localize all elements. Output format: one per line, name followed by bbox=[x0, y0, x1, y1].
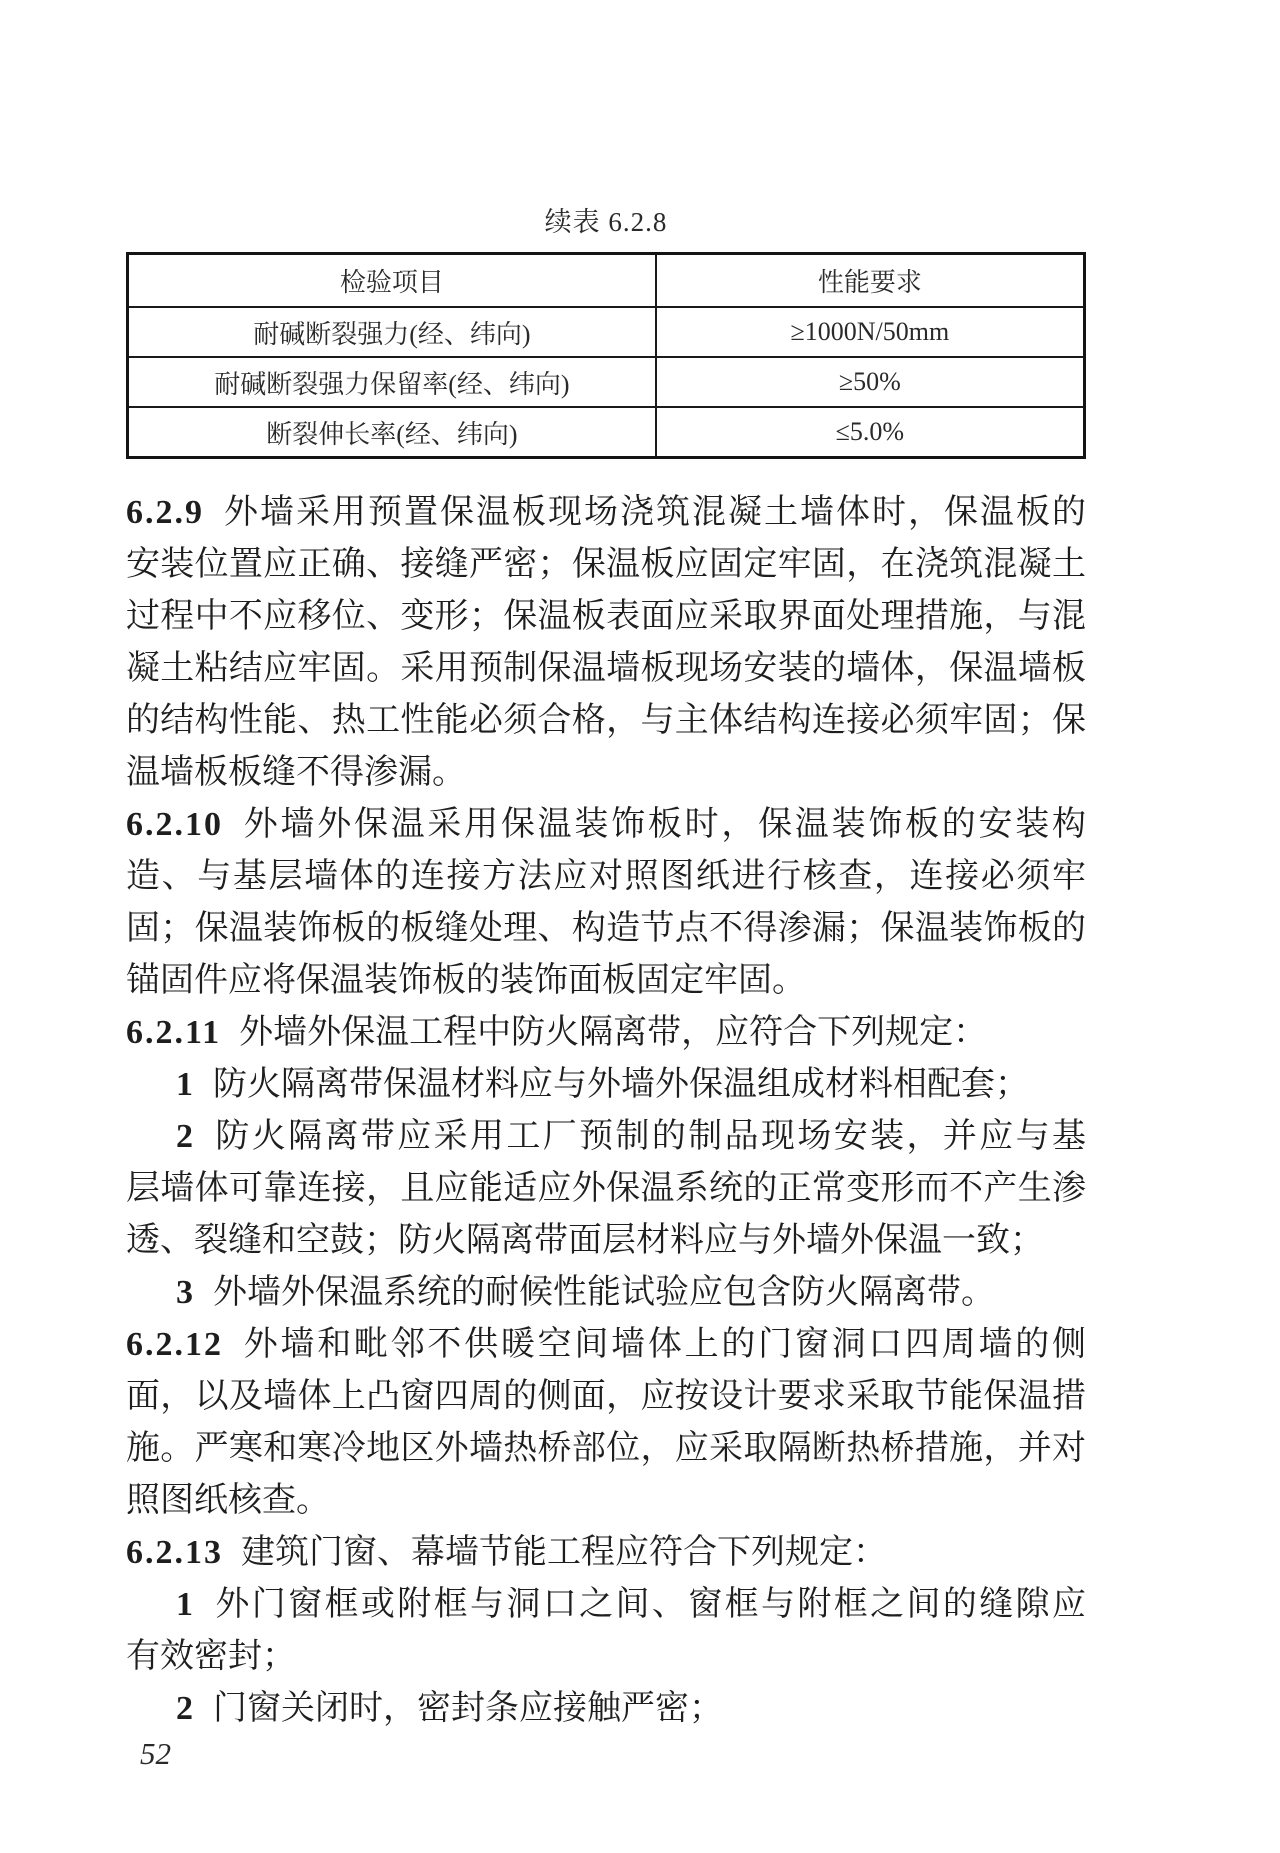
inspection-item-cell: 耐碱断裂强力保留率(经、纬向) bbox=[128, 357, 656, 407]
clause-text: 温墙板板缝不得渗漏。 bbox=[126, 754, 466, 791]
table-row bbox=[128, 307, 1085, 357]
clause-text: 外墙外保温系统的耐候性能试验应包含防火隔离带。 bbox=[213, 1274, 995, 1311]
clause-text: 施。严寒和寒冷地区外墙热桥部位，应采取隔断热桥措施，并对 bbox=[126, 1430, 1086, 1467]
table-header-row bbox=[128, 254, 1085, 308]
clauses-body-text bbox=[126, 487, 1086, 1735]
requirement-cell: ≥1000N/50mm bbox=[656, 307, 1085, 357]
clause-text: 外墙外保温工程中防火隔离带，应符合下列规定： bbox=[239, 1014, 988, 1051]
column-header-performance-requirement: 性能要求 bbox=[656, 254, 1085, 308]
clause-text: 外墙外保温采用保温装饰板时，保温装饰板的安装构 bbox=[241, 806, 1086, 843]
table-row bbox=[128, 407, 1085, 458]
clause-line bbox=[126, 1683, 1086, 1735]
clause-text: 有效密封； bbox=[126, 1638, 296, 1675]
clause-text: 造、与基层墙体的连接方法应对照图纸进行核查，连接必须牢 bbox=[126, 858, 1086, 895]
clause-line bbox=[126, 1319, 1086, 1371]
performance-requirements-table bbox=[126, 252, 1086, 459]
clause-number: 1 bbox=[176, 1066, 195, 1103]
clause-text: 外墙和毗邻不供暖空间墙体上的门窗洞口四周墙的侧 bbox=[241, 1326, 1086, 1363]
text-line bbox=[126, 903, 1086, 955]
text-line bbox=[126, 747, 1086, 799]
text-line bbox=[126, 1215, 1086, 1267]
requirement-cell: ≤5.0% bbox=[656, 407, 1085, 458]
clause-number: 6.2.13 bbox=[126, 1534, 223, 1571]
clause-text: 的结构性能、热工性能必须合格，与主体结构连接必须牢固；保 bbox=[126, 702, 1086, 739]
clause-line bbox=[126, 1007, 1086, 1059]
requirement-cell: ≥50% bbox=[656, 357, 1085, 407]
text-line bbox=[126, 1475, 1086, 1527]
clause-line bbox=[126, 799, 1086, 851]
clause-text: 过程中不应移位、变形；保温板表面应采取界面处理措施，与混 bbox=[126, 598, 1086, 635]
clause-line bbox=[126, 487, 1086, 539]
clause-number: 1 bbox=[176, 1586, 195, 1623]
clause-text: 安装位置应正确、接缝严密；保温板应固定牢固，在浇筑混凝土 bbox=[126, 546, 1086, 583]
text-line bbox=[126, 851, 1086, 903]
clause-text: 外墙采用预置保温板现场浇筑混凝土墙体时，保温板的 bbox=[222, 494, 1086, 531]
clause-number: 2 bbox=[176, 1690, 195, 1727]
clause-text: 建筑门窗、幕墙节能工程应符合下列规定： bbox=[241, 1534, 887, 1571]
clause-text: 固；保温装饰板的板缝处理、构造节点不得渗漏；保温装饰板的 bbox=[126, 910, 1086, 947]
text-line bbox=[126, 955, 1086, 1007]
clause-text: 外门窗框或附框与洞口之间、窗框与附框之间的缝隙应 bbox=[213, 1586, 1086, 1623]
clause-text: 门窗关闭时，密封条应接触严密； bbox=[213, 1690, 723, 1727]
clause-line bbox=[126, 1527, 1086, 1579]
clause-text: 防火隔离带保温材料应与外墙外保温组成材料相配套； bbox=[213, 1066, 1029, 1103]
clause-number: 2 bbox=[176, 1118, 195, 1155]
text-line bbox=[126, 1371, 1086, 1423]
column-header-inspection-item: 检验项目 bbox=[128, 254, 656, 308]
clause-line bbox=[126, 1111, 1086, 1163]
text-line bbox=[126, 539, 1086, 591]
text-line bbox=[126, 1631, 1086, 1683]
clause-number: 6.2.12 bbox=[126, 1326, 223, 1363]
inspection-item-cell: 断裂伸长率(经、纬向) bbox=[128, 407, 656, 458]
clause-number: 6.2.9 bbox=[126, 494, 204, 531]
clause-line bbox=[126, 1579, 1086, 1631]
text-line bbox=[126, 591, 1086, 643]
clause-text: 防火隔离带应采用工厂预制的制品现场安装，并应与基 bbox=[213, 1118, 1086, 1155]
clause-text: 照图纸核查。 bbox=[126, 1482, 330, 1519]
page-number: 52 bbox=[140, 1736, 171, 1771]
text-line bbox=[126, 695, 1086, 747]
clause-number: 6.2.10 bbox=[126, 806, 223, 843]
table-caption: 续表 6.2.8 bbox=[544, 207, 668, 237]
clause-text: 面，以及墙体上凸窗四周的侧面，应按设计要求采取节能保温措 bbox=[126, 1378, 1086, 1415]
clause-text: 层墙体可靠连接，且应能适应外保温系统的正常变形而不产生渗 bbox=[126, 1170, 1086, 1207]
clause-text: 透、裂缝和空鼓；防火隔离带面层材料应与外墙外保温一致； bbox=[126, 1222, 1044, 1259]
clause-number: 6.2.11 bbox=[126, 1014, 222, 1051]
text-line bbox=[126, 643, 1086, 695]
clause-line bbox=[126, 1267, 1086, 1319]
clause-line bbox=[126, 1059, 1086, 1111]
text-line bbox=[126, 1163, 1086, 1215]
text-line bbox=[126, 1423, 1086, 1475]
inspection-item-cell: 耐碱断裂强力(经、纬向) bbox=[128, 307, 656, 357]
clause-number: 3 bbox=[176, 1274, 195, 1311]
clause-text: 凝土粘结应牢固。采用预制保温墙板现场安装的墙体，保温墙板 bbox=[126, 650, 1086, 687]
table-row bbox=[128, 357, 1085, 407]
clause-text: 锚固件应将保温装饰板的装饰面板固定牢固。 bbox=[126, 962, 806, 999]
